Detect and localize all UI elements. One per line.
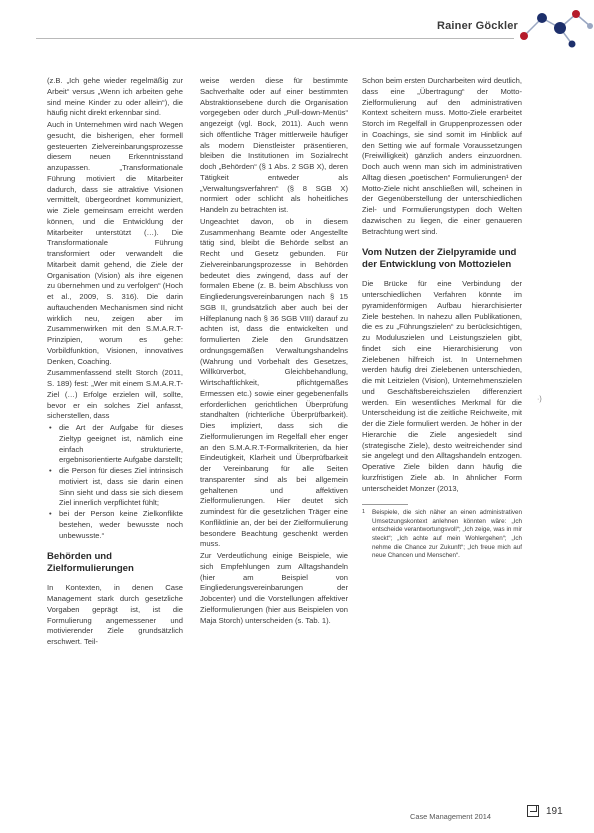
paragraph: (z.B. „Ich gehe wieder regelmäßig zur Arbeit“ versus „Wenn ich arbeiten gehe sind meine Kinder zu oder allein“), die häufig nicht direkt erkennbar sind. (47, 76, 183, 118)
author-name: Rainer Göckler (436, 20, 518, 32)
bullet-list (47, 423, 183, 541)
molecule-logo-icon (514, 6, 594, 50)
list-item: • die Art der Aufgabe für dieses Zieltyp geeignet ist, nämlich eine einfach strukturierte, ergebnisorientierte Aufgabe darstellt; (47, 423, 183, 466)
paragraph: Ungeachtet davon, ob in diesem Zusammenhang Beamte oder Angestellte tätig sind, bleibt die Behörde selbst an Recht und Gesetz gebunden. Für Zielvereinbarungsprozesse in Behörden bedeutet dies zwingend, dass auf der formalen Ebene (z. B. beim Abschluss von Eingliederungsvereinbarungen nach § 15 SGB II, grundsätzlich aber auch bei der Hilfeplanung nach § 36 SGB VIII) darauf zu achten ist, dass die entwickelten und formulierten Ziele den Grundsätzen ordnungsgemäßen Verwaltungshandelns (Wahrung und Vorbehalt des Gesetzes, Willkürverbot, Gleichbehandlung, Wirtschaftlichkeit, pflichtgemäßes Ermessen etc.) sowie einer gegebenenfalls erforderlichen gerichtlichen Überprüfung standhalten (richterliche Überprüfbarkeit). Dies impliziert, dass sich die Zielformulierungen im Regelfall eher enger an den S.M.A.R.T-Formalkriterien, da hier Eindeutigkeit, Klarheit und Überprüfbarkeit der Vereinbarung für alle Seiten transparenter sind als bei allgemein gehaltenen und affektiven Zielformulierungen. Hier deutet sich zumindest für die gesetzlichen Träger eine Konfliktlinie an, der bei der Zielformulierung besondere Beachtung geschenkt werden muss. (200, 216, 348, 549)
running-header (0, 6, 594, 36)
footer-journal: Case Management 2014 (410, 812, 491, 821)
journal-logo-icon (527, 805, 539, 817)
column-middle (200, 76, 348, 627)
column-right (362, 76, 522, 561)
section-heading: Vom Nutzen der Zielpyramide und der Entwicklung von Mottozielen (362, 247, 517, 271)
paragraph: Zusammenfassend stellt Storch (2011, S. 189) fest: „Wer mit einem S.M.A.R.T-Ziel (…) Erfolge erzielen will, sollte, bevor er ein solches Ziel anfasst, sicherstellen, dass (47, 368, 183, 421)
column-left (47, 76, 183, 649)
page-number: 191 (546, 806, 563, 817)
paragraph: Zur Verdeutlichung einige Beispiele, wie sich Empfehlungen zum Alltagshandeln (hier am Beispiel von Eingliederungsvereinbarungen der Jobcenter) und die Vorstellungen affektiver Zielformulierungen (hier aus Beispielen von Maja Storch) unterscheiden (s. Tab. 1). (200, 551, 348, 625)
paragraph: weise werden diese für bestimmte Sachverhalte oder auf einer bestimmten Abstraktionsebene durch die Organisation vorgegeben oder durch „Pull-down-Menüs“ angezeigt (vgl. Bock, 2011). Auch wenn sich öffentliche Träger mittlerweile häufiger als modern Dienstleister präsentieren, bleiben die Institutionen im Sozialrecht doch „Behörden“ (§ 1 Abs. 2 SGB X), deren Tätigkeit entweder als „Verwaltungsverfahren“ (§ 8 SGB X) normiert oder schlicht als hoheitliches Handeln zu betrachten ist. (200, 76, 348, 214)
list-item: • die Person für dieses Ziel intrinsisch motiviert ist, dass sie darin einen Sinn sieht und dass sie sich diesem Ziel innerlich verpflichtet fühlt; (47, 466, 183, 509)
margin-mark: ·) (537, 396, 542, 403)
paragraph: Die Brücke für eine Verbindung der unterschiedlichen Verfahren könnte im pyramidenförmigen Aufbau hierarchisierter Ziele bestehen. In nahezu allen Publikationen, die es zu „Führungszielen“ zu berücksichtigen, zu Moduluszielen und Leistungszielen gibt, findet sich eine Hierarchisierung von Zielebenen hilfreich ist. In Unternehmen werden häufig drei Zielebenen unterschieden, die mit Leitzielen (Vision), Unternehmenszielen und Geschäftsbereichszielen differenziert werden. Ein wesentliches Merkmal für die Unterscheidung ist die zeitliche Reichweite, mit der die Ziele formuliert werden. Je höher in der Hierarchie die Ziele angesiedelt sind (strategische Ziele), desto weitreichender sind sie angelegt und den Alltagshandeln entzogen. Operative Ziele bilden dann häufig die kurzfristigen Ziele ab. In ähnlicher Form unterscheidet Monzer (2013, (362, 279, 522, 493)
footnote-rule (362, 504, 408, 505)
header-rule (36, 38, 514, 39)
paragraph: Schon beim ersten Durcharbeiten wird deutlich, dass eine „Übertragung“ der Motto-Zielformulierung auf den administrativen Kontext scheitern muss. Motto-Ziele erarbeitet Storch im Regelfall in Gruppenprozessen oder in Coachings, sie sind somit im Hinblick auf den Setting wie auf formale Voraussetzungen (Freiwilligkeit) gänzlich anders einzuordnen. Doch auch wenn man sich im administrativen Alltag diesen „poetischen“ Formulierungen¹ der Motto-Ziele nicht anschließen will, scheinen in der Gegenüberstellung der unterschiedlichen Ziel- und Formulierungstypen doch Welten dazwischen zu liegen, die einer genaueren Betrachtung wert sind. (362, 76, 522, 236)
section-heading: Behörden und Zielformulierungen (47, 551, 134, 575)
footnote-text: Beispiele, die sich näher an einen administrativen Umsetzungskontext anlehnen könnten wäre: „Ich entscheide verantwortungsvoll“; „Ich zeige, was in mir steckt“; „Ich achte auf mein Wohlergehen“; „Ich nehme die Chance zur Zukunft“; „Ich freue mich auf neue Chancen und Menschen“. (372, 509, 522, 560)
paragraph: In Kontexten, in denen Case Management stark durch gesetzliche Vorgaben geprägt ist, ist die Formulierung angemessener und motivierender Ziele grundsätzlich erschwert. Teil- (47, 583, 183, 646)
footnote-number: 1 (362, 509, 366, 516)
paragraph: Auch in Unternehmen wird nach Wegen gesucht, die bisherigen, eher formell gesteuerten Zielvereinbarungsprozesse diesem neuen Erkenntnisstand anzupassen. „Transformationale Führung motiviert die Mitarbeiter dadurch, dass sie attraktive Visionen vermittelt, übergeordnet kommuniziert, wie Ziele gemeinsam erreicht werden können, und die Entwicklung der Mitarbeiter unterstützt (…). Die Transformationale Führung transformiert oder verwandelt die Mitarbeit damit gehend, die Ziele der Organisation (Vision) als ihre eigenen zu übernehmen und zu verfolgen“ (Hoch et al., 2009, S. 316). Die darin auftauchenden Mechanismen sind nicht wirklich neu, zeigen aber im Zusammenwirken mit den S.M.A.R.T-Prinzipien, worum es gehe: Vorbildfunktion, Visionen, innovatives Denken, Coaching. (47, 120, 183, 366)
footnote (362, 509, 522, 561)
list-item: • bei der Person keine Zielkonflikte bestehen, weder bewusste noch unbewusste.“ (47, 509, 183, 541)
